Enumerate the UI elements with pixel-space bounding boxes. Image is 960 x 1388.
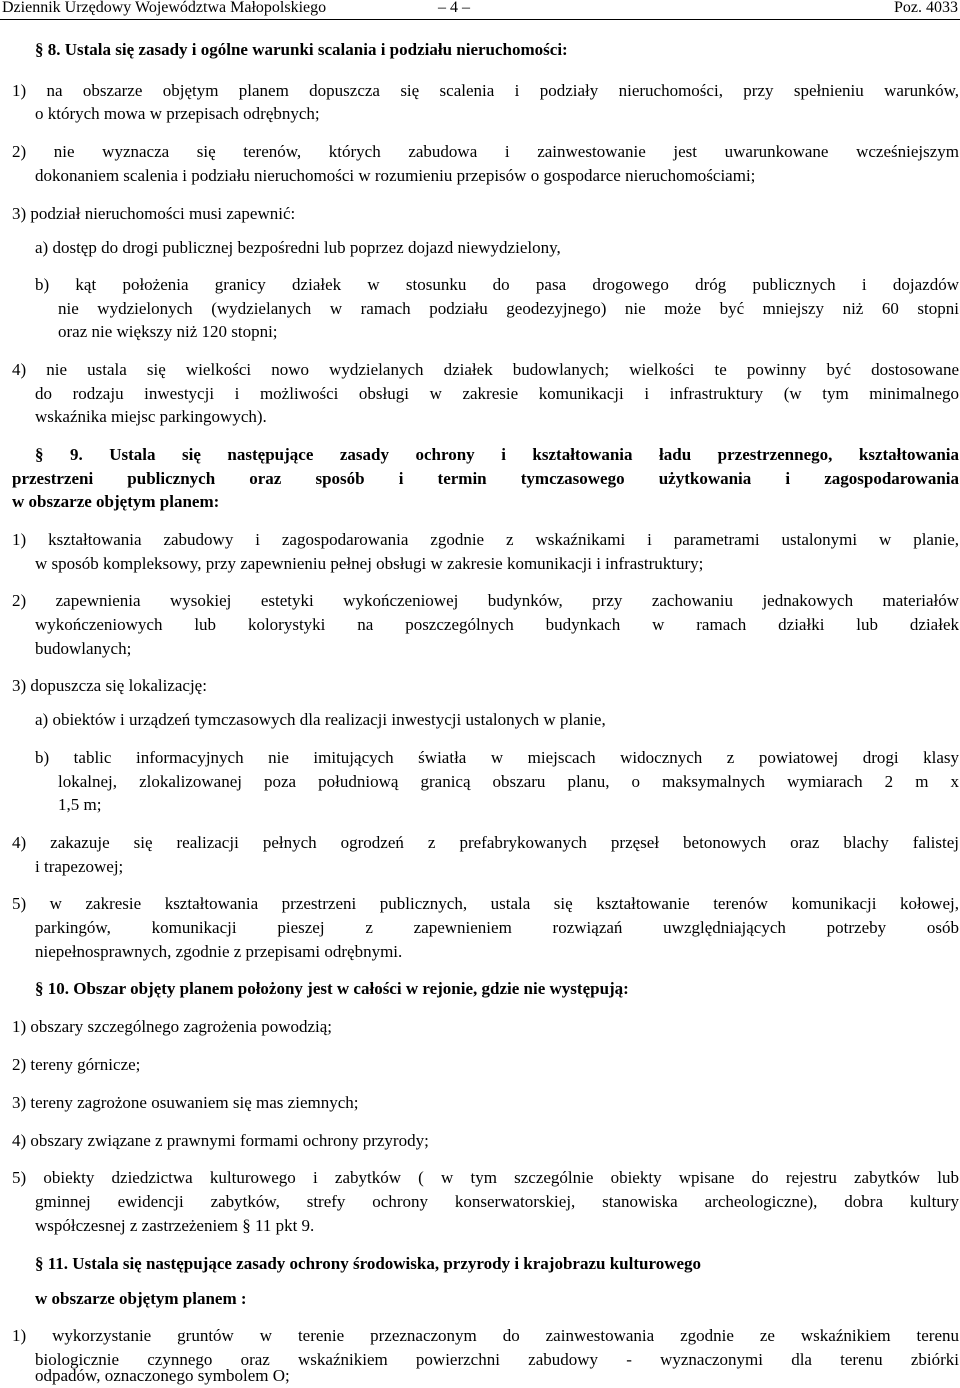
s8-point-1-line-1: 1) na obszarze objętym planem dopuszcza się scalenia i podziały nieruchomości, przy spełnieniu warunków, xyxy=(12,81,959,100)
s9-point-3b-line-2: lokalnej, zlokalizowanej poza południową granicą obszaru planu, o maksymalnych wymiarach 2 m x xyxy=(58,772,959,791)
s11-point-1-line-2: biologicznie czynnego oraz wskaźnikiem powierzchni zabudowy - wyznaczonymi dla terenu zbiórki xyxy=(35,1350,959,1369)
s8-point-3b-line-1: b) kąt położenia granicy działek w stosunku do pasa drogowego dróg publicznych i dojazdów xyxy=(35,275,959,294)
page-number: – 4 – xyxy=(438,0,470,16)
s10-point-2: 2) tereny górnicze; xyxy=(12,1055,141,1074)
s9-point-1-line-1: 1) kształtowania zabudowy i zagospodarowania zgodnie z wskaźnikami i parametrami ustalonymi w planie, xyxy=(12,530,959,549)
s11-point-1-line-1: 1) wykorzystanie gruntów w terenie przeznaczonym do zainwestowania zgodnie ze wskaźnikiem terenu xyxy=(12,1326,959,1345)
section-9-heading-line-3: w obszarze objętym planem: xyxy=(12,492,220,511)
s8-point-4-line-1: 4) nie ustala się wielkości nowo wydzielanych działek budowlanych; wielkości te powinny być dostosowane xyxy=(12,360,959,379)
page-header xyxy=(0,0,960,20)
s9-point-2-line-3: budowlanych; xyxy=(35,639,132,658)
section-11-heading-line-2: w obszarze objętym planem : xyxy=(35,1289,247,1308)
s8-point-2-line-1: 2) nie wyznacza się terenów, których zabudowa i zainwestowanie jest uwarunkowane wcześniejszym xyxy=(12,142,959,161)
s8-point-2-line-2: dokonaniem scalenia i podziału nieruchomości w rozumieniu przepisów o gospodarce nieruchomościami; xyxy=(35,166,756,185)
s8-point-3a: a) dostęp do drogi publicznej bezpośredni lub poprzez dojazd niewydzielony, xyxy=(35,238,561,257)
s8-point-3b-line-3: oraz nie większy niż 120 stopni; xyxy=(58,322,278,341)
s9-point-4-line-2: i trapezowej; xyxy=(35,857,124,876)
section-10-heading: § 10. Obszar objęty planem położony jest w całości w rejonie, gdzie nie występują: xyxy=(35,979,629,998)
s9-point-3b-line-3: 1,5 m; xyxy=(58,795,102,814)
s10-point-5-line-2: gminnej ewidencji zabytków, strefy ochrony konserwatorskiej, stanowiska archeologiczne), dobra kultury xyxy=(35,1192,959,1211)
s10-point-4: 4) obszary związane z prawnymi formami ochrony przyrody; xyxy=(12,1131,429,1150)
section-9-heading-line-1: § 9. Ustala się następujące zasady ochrony i kształtowania ładu przestrzennego, kształtowania xyxy=(35,445,959,464)
s9-point-3a: a) obiektów i urządzeń tymczasowych dla realizacji inwestycji ustalonych w planie, xyxy=(35,710,606,729)
position-number: Poz. 4033 xyxy=(894,0,958,16)
s9-point-5-line-3: niepełnosprawnych, zgodnie z przepisami odrębnymi. xyxy=(35,942,403,961)
s8-point-3b-line-2: nie wydzielonych (wydzielanych w ramach podziału geodezyjnego) nie może być mniejszy niż 60 stopni xyxy=(58,299,959,318)
s9-point-3: 3) dopuszcza się lokalizację: xyxy=(12,676,207,695)
s10-point-1: 1) obszary szczególnego zagrożenia powodzią; xyxy=(12,1017,333,1036)
s8-point-4-line-2: do rodzaju inwestycji i możliwości obsługi w zakresie komunikacji i infrastruktury (w tym minimalnego xyxy=(35,384,959,403)
section-11-heading-line-1: § 11. Ustala się następujące zasady ochrony środowiska, przyrody i krajobrazu kulturowego xyxy=(35,1254,702,1273)
s9-point-4-line-1: 4) zakazuje się realizacji pełnych ogrodzeń z prefabrykowanych przęseł betonowych oraz blachy falistej xyxy=(12,833,959,852)
s8-point-3: 3) podział nieruchomości musi zapewnić: xyxy=(12,204,296,223)
s10-point-5-line-1: 5) obiekty dziedzictwa kulturowego i zabytków ( w tym szczególnie obiekty wpisane do rejestru zabytków lub xyxy=(12,1168,959,1187)
s9-point-5-line-1: 5) w zakresie kształtowania przestrzeni publicznych, ustala się kształtowanie terenów komunikacji kołowej, xyxy=(12,894,959,913)
s10-point-3: 3) tereny zagrożone osuwaniem się mas ziemnych; xyxy=(12,1093,359,1112)
journal-title: Dziennik Urzędowy Województwa Małopolskiego xyxy=(2,0,327,16)
s9-point-3b-line-1: b) tablic informacyjnych nie imitujących światła w miejscach widocznych z powiatowej drogi klasy xyxy=(35,748,959,767)
s9-point-2-line-1: 2) zapewnienia wysokiej estetyki wykończeniowej budynków, przy zachowaniu jednakowych materiałów xyxy=(12,591,959,610)
section-8-heading: § 8. Ustala się zasady i ogólne warunki scalania i podziału nieruchomości: xyxy=(35,40,568,59)
s8-point-1-line-2: o których mowa w przepisach odrębnych; xyxy=(35,104,320,123)
s9-point-1-line-2: w sposób kompleksowy, przy zapewnieniu pełnej obsługi w zakresie komunikacji i infrastruktury; xyxy=(35,554,704,573)
section-9-heading-line-2: przestrzeni publicznych oraz sposób i termin tymczasowego użytkowania i zagospodarowania xyxy=(12,469,959,488)
s8-point-4-line-3: wskaźnika miejsc parkingowych). xyxy=(35,407,267,426)
s9-point-5-line-2: parkingów, komunikacji pieszej z zapewnieniem rozwiązań uwzględniających potrzeby osób xyxy=(35,918,959,937)
s10-point-5-line-3: współczesnej z zastrzeżeniem § 11 pkt 9. xyxy=(35,1216,315,1235)
s9-point-2-line-2: wykończeniowych lub kolorystyki na poszczególnych budynkach w ramach działki lub działek xyxy=(35,615,959,634)
s11-point-1-line-3: odpadów, oznaczonego symbolem O; xyxy=(35,1366,290,1385)
